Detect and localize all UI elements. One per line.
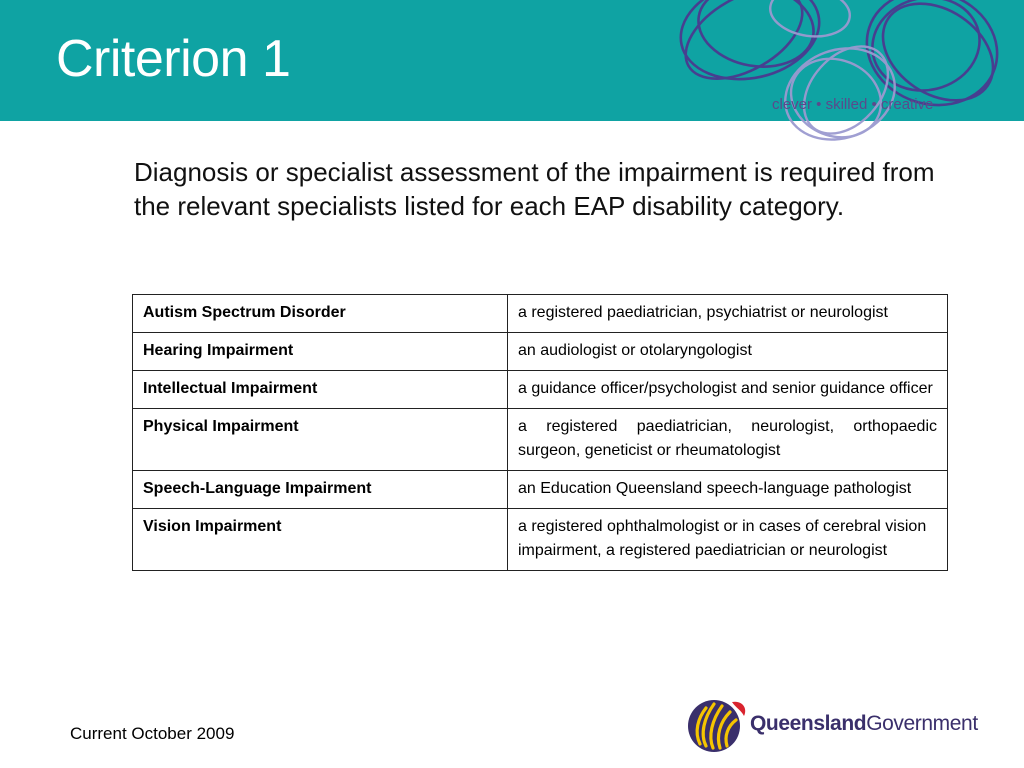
specialist-cell: an Education Queensland speech-language pathologist [508, 471, 948, 509]
specialist-table [132, 294, 948, 571]
slide-title: Criterion 1 [56, 30, 291, 88]
tagline: clever • skilled • creative [772, 96, 934, 113]
table-row [133, 509, 948, 571]
queensland-crest-icon [686, 696, 748, 754]
table-row [133, 409, 948, 471]
specialist-cell: an audiologist or otolaryngologist [508, 333, 948, 371]
logo-name-bold: Queensland [750, 712, 867, 735]
logo-name-regular: Government [866, 712, 978, 735]
intro-paragraph: Diagnosis or specialist assessment of the impairment is required from the relevant specialists listed for each EAP disability category. [134, 157, 935, 221]
specialist-cell: a guidance officer/psychologist and senior guidance officer [508, 371, 948, 409]
category-cell: Hearing Impairment [133, 333, 508, 371]
footer-date: Current October 2009 [70, 724, 235, 743]
category-cell: Physical Impairment [133, 409, 508, 471]
category-cell: Speech-Language Impairment [133, 471, 508, 509]
specialist-cell: a registered paediatrician, psychiatrist or neurologist [508, 295, 948, 333]
table-row [133, 295, 948, 333]
category-cell: Vision Impairment [133, 509, 508, 571]
swirl-decoration [660, 0, 1024, 160]
table-row [133, 471, 948, 509]
queensland-government-logo [686, 696, 986, 754]
logo-wordmark [750, 712, 978, 736]
table-row [133, 333, 948, 371]
specialist-cell: a registered paediatrician, neurologist, orthopaedic surgeon, geneticist or rheumatologist [508, 409, 948, 471]
table-row [133, 371, 948, 409]
specialist-cell: a registered ophthalmologist or in cases of cerebral vision impairment, a registered paediatrician or neurologist [508, 509, 948, 571]
category-cell: Autism Spectrum Disorder [133, 295, 508, 333]
category-cell: Intellectual Impairment [133, 371, 508, 409]
